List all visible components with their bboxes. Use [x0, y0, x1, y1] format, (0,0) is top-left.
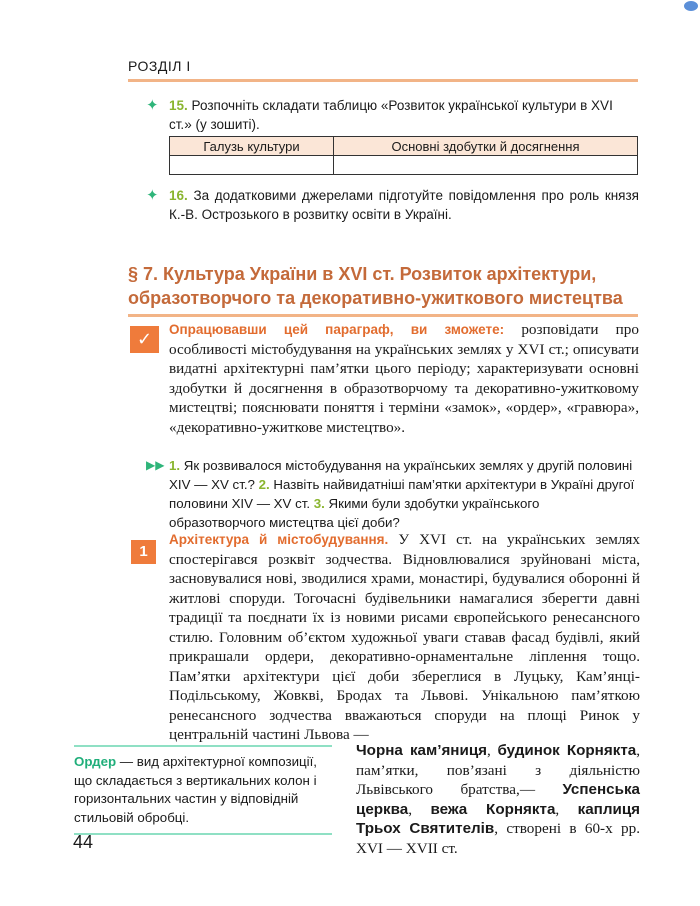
goals-text: розповідати про особливості містобудування на українських землях у XVI ст.; описувати видатні архітектурні пам’ятки цього періоду; характеризувати основні здобутки й досягнення в образотворчому та декоративно-ужитковому мистецтві; пояснювати поняття і терміни «замок», «ордер», «гравюра», «декоративно-ужиткове мистецтво». [169, 321, 639, 436]
page-number: 44 [73, 832, 94, 852]
culture-table [169, 136, 638, 175]
section-body-top [169, 530, 640, 745]
definition-term: Ордер [74, 754, 117, 769]
table-cell [170, 156, 334, 175]
separator: , [555, 800, 578, 818]
definition-box [74, 745, 332, 835]
question-text: Назвіть найвидатніші пам’ятки архітектури в Україні другої половини XIV — XV ст. [169, 477, 635, 511]
task-16 [169, 186, 639, 224]
question-text: Як розвивалося містобудування на українських землях у другій половині XIV — XV ст.? [169, 458, 633, 492]
landmark-name: Чорна кам’яниця [356, 742, 488, 759]
task-number: 16. [169, 188, 188, 203]
section-lead: Архітектура й містобудування. [169, 532, 389, 547]
paragraph-title [128, 262, 648, 310]
section-text: , пам’ятки, пов’язані з діяльністю Львівського братства,— [356, 742, 640, 798]
corner-logo-icon [684, 1, 698, 11]
landmark-name: вежа Корнякта [430, 800, 556, 818]
learning-goals [169, 320, 639, 437]
landmark-name: каплиця Трьох Святителів [356, 800, 641, 837]
goals-lead: Опрацювавши цей параграф, ви зможете: [169, 322, 505, 337]
question-text: Якими були здобутки українського образотворчого мистецтва цієї доби? [169, 496, 540, 530]
separator: , [487, 742, 498, 759]
table-cell [334, 156, 638, 175]
task-15 [169, 96, 639, 134]
definition-text: — вид архітектурної композиції, що складається з вертикальних колон і горизонтальних частин у відповідній стильовій обробці. [74, 754, 317, 825]
separator: , [408, 800, 431, 818]
landmark-name: будинок Корнякта [497, 742, 637, 759]
section-text: , створені в 60-х рр. XVI — XVII ст. [356, 820, 640, 857]
paragraph-title-line: образотворчого та декоративно-ужиткового мистецтва [128, 288, 623, 308]
table-header-row [170, 137, 638, 156]
section-number-badge: 1 [131, 540, 156, 564]
task-text: Розпочніть складати таблицю «Розвиток української культури в XVI ст.» (у зошиті). [169, 98, 613, 132]
double-arrow-icon: ▶▶ [146, 458, 165, 472]
paragraph-rule [128, 314, 638, 317]
table-header-cell: Галузь культури [170, 137, 334, 156]
review-questions [169, 456, 639, 532]
landmark-name: Успенська церква [356, 781, 640, 818]
table-header-cell: Основні здобутки й досягнення [334, 137, 638, 156]
table-row [170, 156, 638, 175]
star-icon: ✦ [146, 97, 159, 114]
task-text: За додатковими джерелами підготуйте повідомлення про роль князя К.-В. Острозького в розвитку освіти в Україні. [169, 188, 639, 222]
checkmark-icon: ✓ [130, 326, 159, 353]
question-number: 2. [258, 477, 270, 492]
section-body-bottom [356, 741, 640, 858]
task-number: 15. [169, 98, 188, 113]
header-rule [128, 79, 638, 82]
paragraph-title-line: § 7. Культура України в XVI ст. Розвиток архітектури, [128, 264, 597, 284]
question-number: 3. [313, 496, 325, 511]
section-text: У XVI ст. на українських землях спостерігався розквіт зодчества. Відновлювалися зруйновані міста, засновувалися нові, зводилися храми, монастирі, будувалися оборонні й житлові споруди. Тогочасні будівельники намагалися зберегти давні традиції та поєднати їх із новими рисами європейського ренесансного стилю. Головним об’єктом художньої уваги ставав фасад будівлі, який прикрашали ордери, декоративно-орнаментальне ліплення тощо. Пам’ятки архітектури цієї доби збереглися в Луцьку, Кам’янці-Подільському, Жовкві, Бродах та Львові. Унікальною пам’яткою ренесансного зодчества вважаються споруди на площі Ринок у центральній частині Львова — [169, 531, 640, 743]
question-number: 1. [169, 458, 181, 473]
section-header: РОЗДІЛ І [128, 58, 191, 74]
star-icon: ✦ [146, 187, 159, 204]
